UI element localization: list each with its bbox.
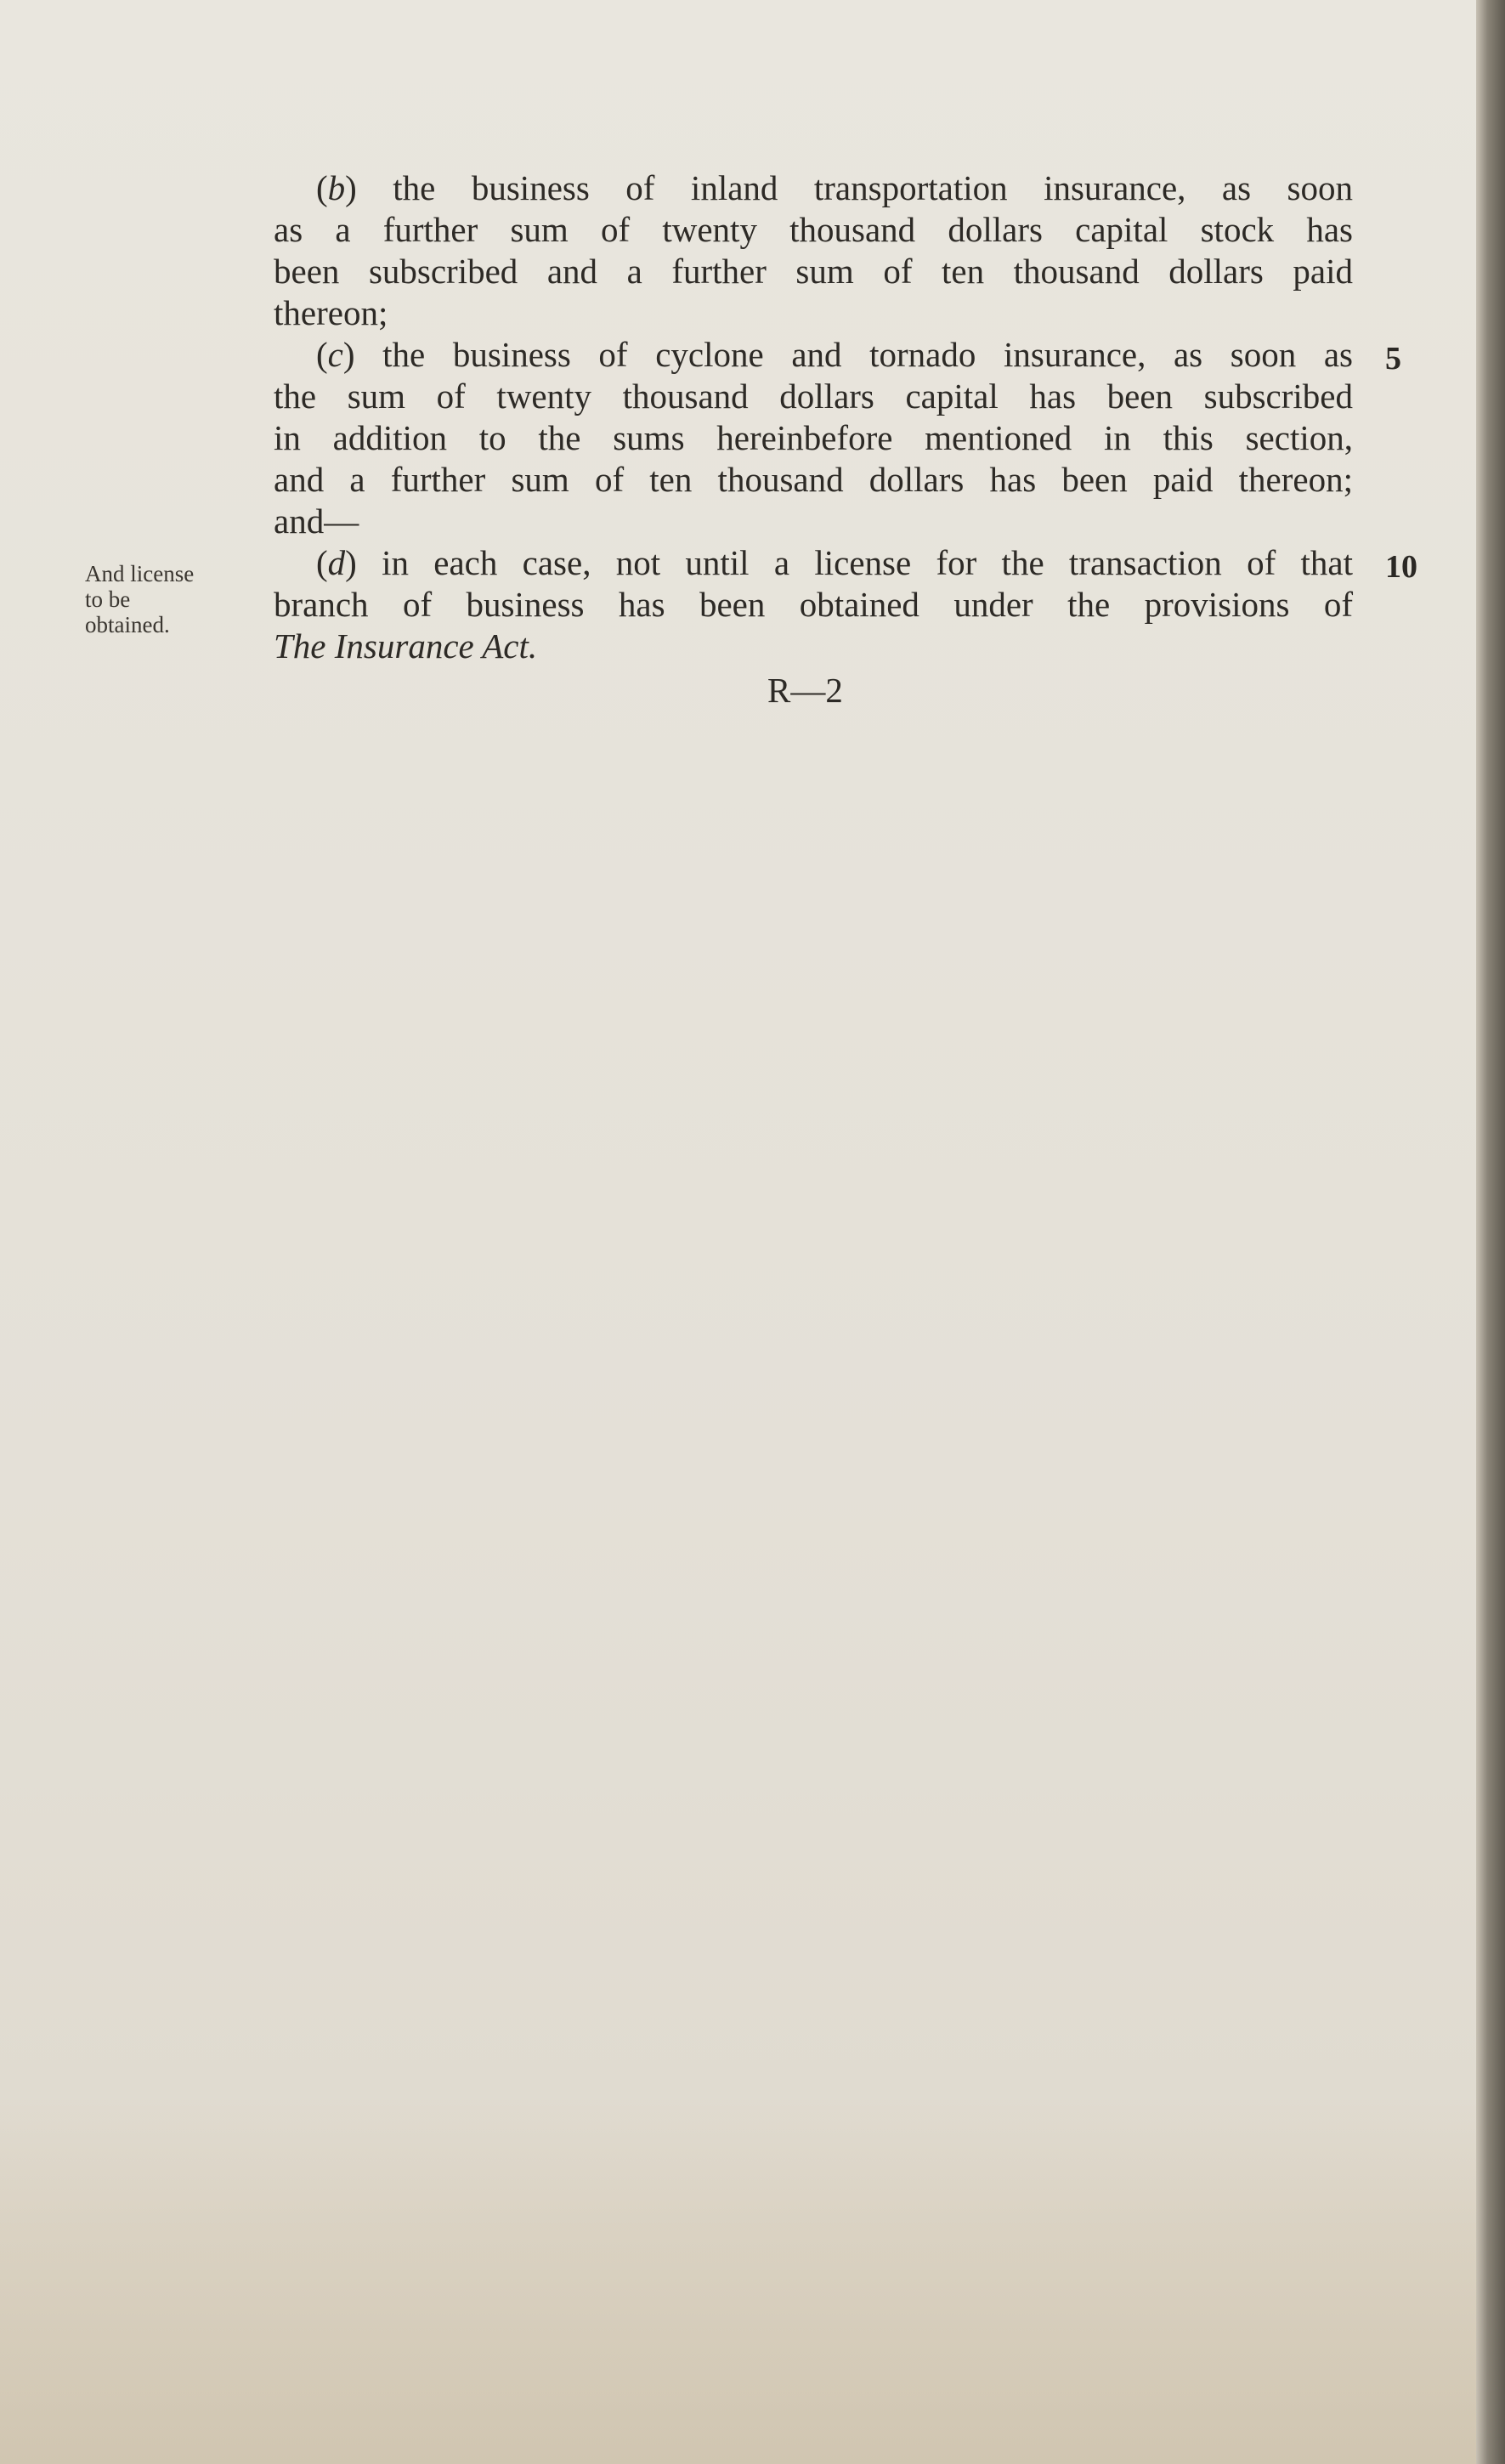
margin-note-line: obtained.: [85, 612, 170, 637]
line-number-5: 5: [1385, 341, 1401, 377]
text-line: been subscribed and a further sum of ten thousand dollars paid: [274, 252, 1353, 291]
text-line: thereon;: [274, 293, 388, 332]
text-line: branch of business has been obtained under the provisions of: [274, 585, 1353, 624]
margin-note-line: And license: [85, 561, 195, 586]
text-line-italic: The Insurance Act.: [274, 626, 538, 666]
text-line: and—: [274, 501, 359, 541]
page-edge-shadow: [1476, 0, 1505, 2464]
water-stain: [0, 2099, 1479, 2464]
text-line: (b) the business of inland transportation insurance, as soon: [316, 168, 1353, 207]
clause-letter: c: [327, 335, 343, 374]
signature-mark: R—2: [767, 671, 843, 710]
text-line: and a further sum of ten thousand dollars has been paid thereon;: [274, 460, 1353, 499]
text-line: the sum of twenty thousand dollars capital has been subscribed: [274, 377, 1353, 416]
body-text: [274, 167, 1353, 667]
margin-note: [85, 561, 246, 637]
line-number-10: 10: [1385, 549, 1417, 585]
text-line: as a further sum of twenty thousand dollars capital stock has: [274, 210, 1353, 249]
text-line: (d) in each case, not until a license for the transaction of that: [316, 543, 1353, 582]
clause-letter: d: [327, 543, 346, 582]
text-line: in addition to the sums hereinbefore mentioned in this section,: [274, 418, 1353, 457]
text-line: (c) the business of cyclone and tornado insurance, as soon as: [316, 335, 1353, 374]
clause-letter: b: [327, 168, 346, 207]
margin-note-line: to be: [85, 586, 131, 612]
